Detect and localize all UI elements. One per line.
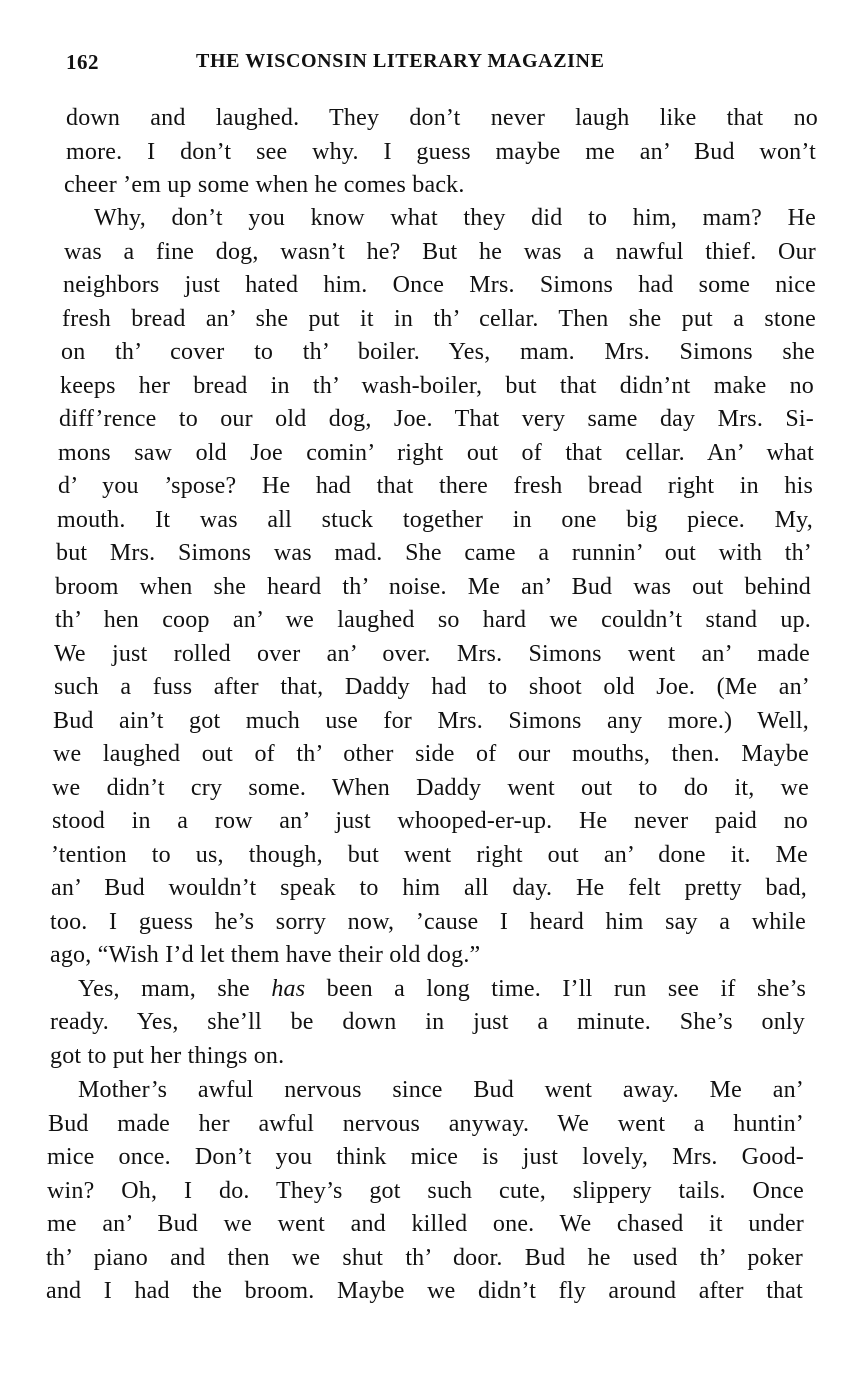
text-line: Bud made her awful nervous anyway. We went a huntin’ (48, 1111, 804, 1137)
text-line: stood in a row an’ just whooped-er-up. He never paid no (52, 808, 808, 834)
text-line: Mother’s awful nervous since Bud went away. Me an’ (78, 1077, 804, 1103)
text-line: but Mrs. Simons was mad. She came a runnin’ out with th’ (56, 540, 812, 566)
text-line: and I had the broom. Maybe we didn’t fly around after that (46, 1278, 803, 1304)
text-line: th’ piano and then we shut th’ door. Bud he used th’ poker (46, 1245, 803, 1271)
text-line: keeps her bread in th’ wash-boiler, but that didn’nt make no (60, 373, 814, 399)
text-line-with-emphasis: Yes, mam, she has been a long time. I’ll run see if she’s (78, 976, 806, 1002)
text-line: diff’rence to our old dog, Joe. That very same day Mrs. Si- (59, 406, 814, 432)
text-line: such a fuss after that, Daddy had to shoot old Joe. (Me an’ (54, 674, 810, 700)
text-line: th’ hen coop an’ we laughed so hard we couldn’t stand up. (55, 607, 811, 633)
text-line: down and laughed. They don’t never laugh like that no (66, 105, 818, 131)
text-line: d’ you ’spose? He had that there fresh bread right in his (58, 473, 813, 499)
page-header (66, 50, 696, 78)
text-line: too. I guess he’s sorry now, ’cause I heard him say a while (50, 909, 806, 935)
text-line: cheer ’em up some when he comes back. (64, 172, 465, 198)
text-line: broom when she heard th’ noise. Me an’ Bud was out behind (55, 574, 811, 600)
text-line: ready. Yes, she’ll be down in just a minute. She’s only (50, 1009, 805, 1035)
emphasized-word: has (271, 976, 306, 1002)
text-line: got to put her things on. (50, 1043, 285, 1069)
text-line: mouth. It was all stuck together in one big piece. My, (57, 507, 813, 533)
text-line: more. I don’t see why. I guess maybe me an’ Bud won’t (66, 139, 816, 165)
text-line: Why, don’t you know what they did to him, mam? He (94, 205, 816, 231)
text-line: an’ Bud wouldn’t speak to him all day. He felt pretty bad, (51, 875, 807, 901)
text-line: win? Oh, I do. They’s got such cute, slippery tails. Once (47, 1178, 804, 1204)
text-line: mons saw old Joe comin’ right out of that cellar. An’ what (58, 440, 814, 466)
text-line: ’tention to us, though, but went right out an’ done it. Me (51, 842, 808, 868)
text-line: ago, “Wish I’d let them have their old dog.” (50, 942, 481, 968)
page-number: 162 (66, 50, 99, 74)
text-line: me an’ Bud we went and killed one. We chased it under (47, 1211, 804, 1237)
running-title: THE WISCONSIN LITERARY MAGAZINE (196, 50, 605, 72)
text-line: we didn’t cry some. When Daddy went out to do it, we (52, 775, 809, 801)
text-line: We just rolled over an’ over. Mrs. Simons went an’ made (54, 641, 810, 667)
text-line: was a fine dog, wasn’t he? But he was a nawful thief. Our (64, 239, 816, 265)
text-line: we laughed out of th’ other side of our mouths, then. Maybe (53, 741, 809, 767)
text-line: mice once. Don’t you think mice is just lovely, Mrs. Good- (47, 1144, 804, 1170)
text-line: on th’ cover to th’ boiler. Yes, mam. Mrs. Simons she (61, 339, 815, 365)
text-line: Bud ain’t got much use for Mrs. Simons any more.) Well, (53, 708, 809, 734)
text-line: fresh bread an’ she put it in th’ cellar. Then she put a stone (62, 306, 816, 332)
text-line: neighbors just hated him. Once Mrs. Simons had some nice (63, 272, 816, 298)
